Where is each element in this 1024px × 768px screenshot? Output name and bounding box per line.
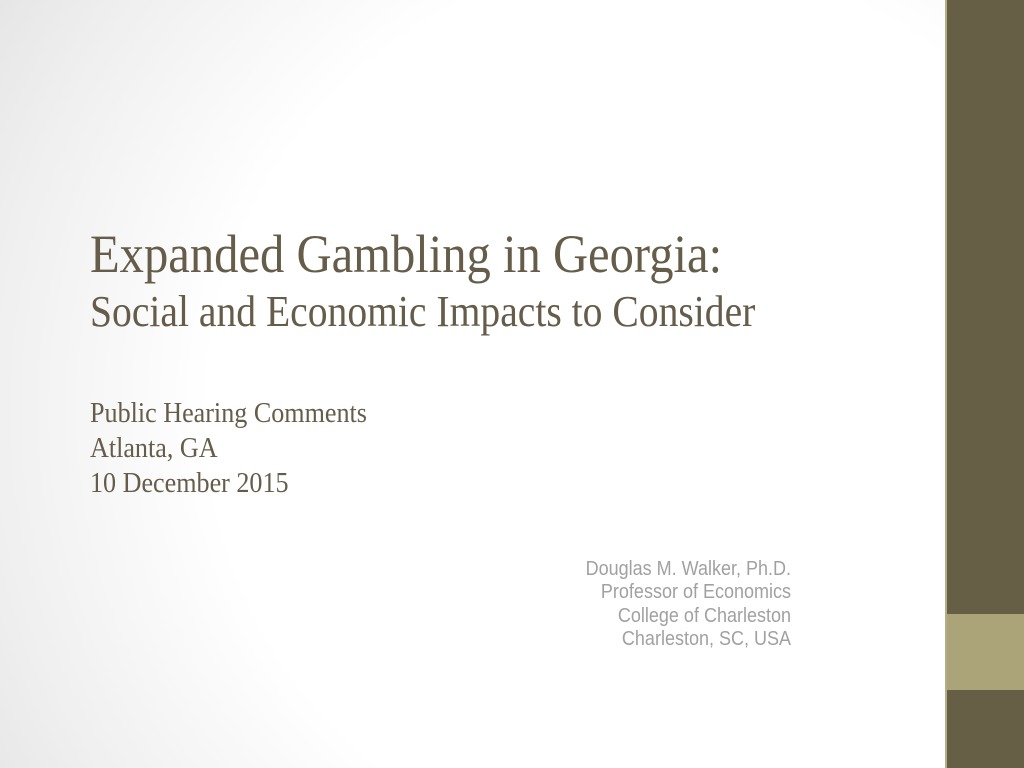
author-name: Douglas M. Walker, Ph.D.: [585, 558, 791, 580]
event-date: 10 December 2015: [90, 467, 289, 499]
event-details-block: [90, 396, 367, 501]
slide-title: Expanded Gambling in Georgia:: [90, 224, 723, 284]
event-location: Atlanta, GA: [90, 432, 218, 464]
right-accent-bar: [945, 0, 1024, 768]
event-name: Public Hearing Comments: [90, 397, 367, 429]
title-block: [90, 224, 755, 340]
author-job-title: Professor of Economics: [600, 581, 791, 604]
slide-title-second-line: Social and Economic Impacts to Consider: [90, 287, 756, 336]
accent-square: [947, 614, 1024, 690]
author-block: [431, 558, 791, 651]
author-location: Charleston, SC, USA: [621, 627, 791, 650]
author-affiliation: College of Charleston: [617, 604, 791, 627]
